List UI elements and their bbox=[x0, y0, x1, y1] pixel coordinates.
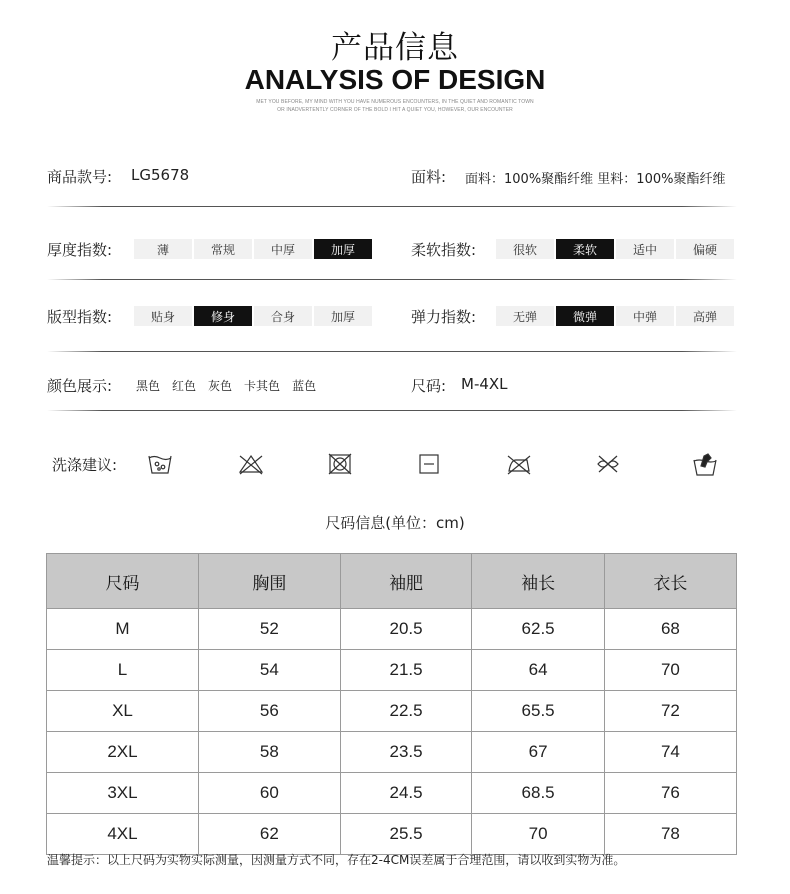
divider bbox=[47, 410, 737, 411]
fit-option: 贴身 bbox=[134, 306, 192, 326]
table-cell: 76 bbox=[604, 773, 736, 814]
column-header: 袖长 bbox=[472, 554, 605, 609]
page-title-en: ANALYSIS OF DESIGN bbox=[244, 64, 546, 95]
table-cell: 65.5 bbox=[472, 691, 605, 732]
table-row bbox=[47, 650, 737, 691]
table-cell: M bbox=[47, 609, 199, 650]
softness-option: 柔软 bbox=[556, 239, 614, 259]
table-cell: 58 bbox=[198, 732, 340, 773]
color-item: 红色 bbox=[172, 379, 197, 393]
elasticity-option: 中弹 bbox=[616, 306, 674, 326]
size-range-label: 尺码: bbox=[411, 377, 447, 395]
page-title-cn: 产品信息 bbox=[331, 30, 459, 66]
divider bbox=[47, 206, 737, 207]
table-cell: 62.5 bbox=[472, 609, 605, 650]
table-cell: 3XL bbox=[47, 773, 199, 814]
size-table bbox=[46, 553, 737, 855]
softness-label: 柔软指数: bbox=[411, 241, 477, 259]
do-not-iron-icon bbox=[505, 450, 533, 478]
table-row bbox=[47, 773, 737, 814]
elasticity-option: 高弹 bbox=[676, 306, 734, 326]
thickness-option: 薄 bbox=[134, 239, 192, 259]
tagline-line-2: OR INADVERTENTLY CORNER OF THE BOLD I HIT A QUIET YOU, HOWEVER, OUR ENCOUNTER bbox=[277, 107, 513, 113]
color-item: 蓝色 bbox=[292, 379, 317, 393]
colors-label: 颜色展示: bbox=[47, 377, 113, 395]
table-cell: 52 bbox=[198, 609, 340, 650]
table-cell: 20.5 bbox=[340, 609, 472, 650]
dry-flat-icon bbox=[415, 450, 443, 478]
divider bbox=[47, 351, 737, 352]
elasticity-option: 无弹 bbox=[496, 306, 554, 326]
table-cell: 70 bbox=[604, 650, 736, 691]
softness-scale bbox=[496, 239, 734, 259]
column-header: 袖肥 bbox=[340, 554, 472, 609]
elasticity-option: 微弹 bbox=[556, 306, 614, 326]
table-cell: 25.5 bbox=[340, 814, 472, 855]
table-cell: 68 bbox=[604, 609, 736, 650]
do-not-bleach-icon bbox=[237, 450, 265, 478]
table-header-row bbox=[47, 554, 737, 609]
elasticity-scale bbox=[496, 306, 734, 326]
style-no-label: 商品款号: bbox=[47, 168, 113, 186]
divider bbox=[47, 279, 737, 280]
do-not-wring-icon bbox=[691, 450, 719, 478]
table-cell: 56 bbox=[198, 691, 340, 732]
table-cell: 4XL bbox=[47, 814, 199, 855]
color-item: 卡其色 bbox=[244, 379, 281, 393]
table-cell: 24.5 bbox=[340, 773, 472, 814]
fit-option: 合身 bbox=[254, 306, 312, 326]
thickness-scale bbox=[134, 239, 372, 259]
table-cell: 54 bbox=[198, 650, 340, 691]
table-cell: 70 bbox=[472, 814, 605, 855]
table-cell: 68.5 bbox=[472, 773, 605, 814]
footnote: 温馨提示：以上尺码为实物实际测量，因测量方式不同，存在2-4CM误差属于合理范围，请以收到实物为准。 bbox=[47, 853, 626, 867]
elasticity-label: 弹力指数: bbox=[411, 308, 477, 326]
table-cell: 22.5 bbox=[340, 691, 472, 732]
color-list bbox=[136, 377, 316, 394]
color-item: 灰色 bbox=[208, 379, 233, 393]
table-cell: L bbox=[47, 650, 199, 691]
fabric-value: 面料：100%聚酯纤维 里料：100%聚酯纤维 bbox=[465, 172, 726, 187]
do-not-tumble-dry-icon bbox=[326, 450, 354, 478]
fit-scale bbox=[134, 306, 372, 326]
thickness-label: 厚度指数: bbox=[47, 241, 113, 259]
softness-option: 很软 bbox=[496, 239, 554, 259]
softness-option: 偏硬 bbox=[676, 239, 734, 259]
table-row bbox=[47, 732, 737, 773]
table-cell: 64 bbox=[472, 650, 605, 691]
do-not-dry-clean-icon bbox=[594, 450, 622, 478]
table-cell: 62 bbox=[198, 814, 340, 855]
color-item: 黑色 bbox=[136, 379, 161, 393]
column-header: 胸围 bbox=[198, 554, 340, 609]
fit-option: 修身 bbox=[194, 306, 252, 326]
column-header: 尺码 bbox=[47, 554, 199, 609]
size-range-value: M-4XL bbox=[461, 375, 508, 393]
table-cell: XL bbox=[47, 691, 199, 732]
table-cell: 74 bbox=[604, 732, 736, 773]
thickness-option: 中厚 bbox=[254, 239, 312, 259]
table-cell: 2XL bbox=[47, 732, 199, 773]
column-header: 衣长 bbox=[604, 554, 736, 609]
size-table-caption: 尺码信息(单位：cm) bbox=[325, 514, 465, 532]
washing-label: 洗涤建议: bbox=[52, 456, 118, 474]
thickness-option: 加厚 bbox=[314, 239, 372, 259]
style-no-value: LG5678 bbox=[131, 166, 190, 184]
table-cell: 78 bbox=[604, 814, 736, 855]
table-cell: 67 bbox=[472, 732, 605, 773]
table-cell: 21.5 bbox=[340, 650, 472, 691]
table-cell: 72 bbox=[604, 691, 736, 732]
table-cell: 23.5 bbox=[340, 732, 472, 773]
fit-label: 版型指数: bbox=[47, 308, 113, 326]
fabric-label: 面料: bbox=[411, 168, 447, 186]
table-row bbox=[47, 814, 737, 855]
table-cell: 60 bbox=[198, 773, 340, 814]
fit-option: 加厚 bbox=[314, 306, 372, 326]
tagline-line-1: MET YOU BEFORE, MY MIND WITH YOU HAVE NUMEROUS ENCOUNTERS, IN THE QUIET AND ROMANTIC TOWN bbox=[256, 99, 534, 105]
table-row bbox=[47, 609, 737, 650]
hand-wash-icon bbox=[146, 450, 174, 478]
table-row bbox=[47, 691, 737, 732]
softness-option: 适中 bbox=[616, 239, 674, 259]
thickness-option: 常规 bbox=[194, 239, 252, 259]
